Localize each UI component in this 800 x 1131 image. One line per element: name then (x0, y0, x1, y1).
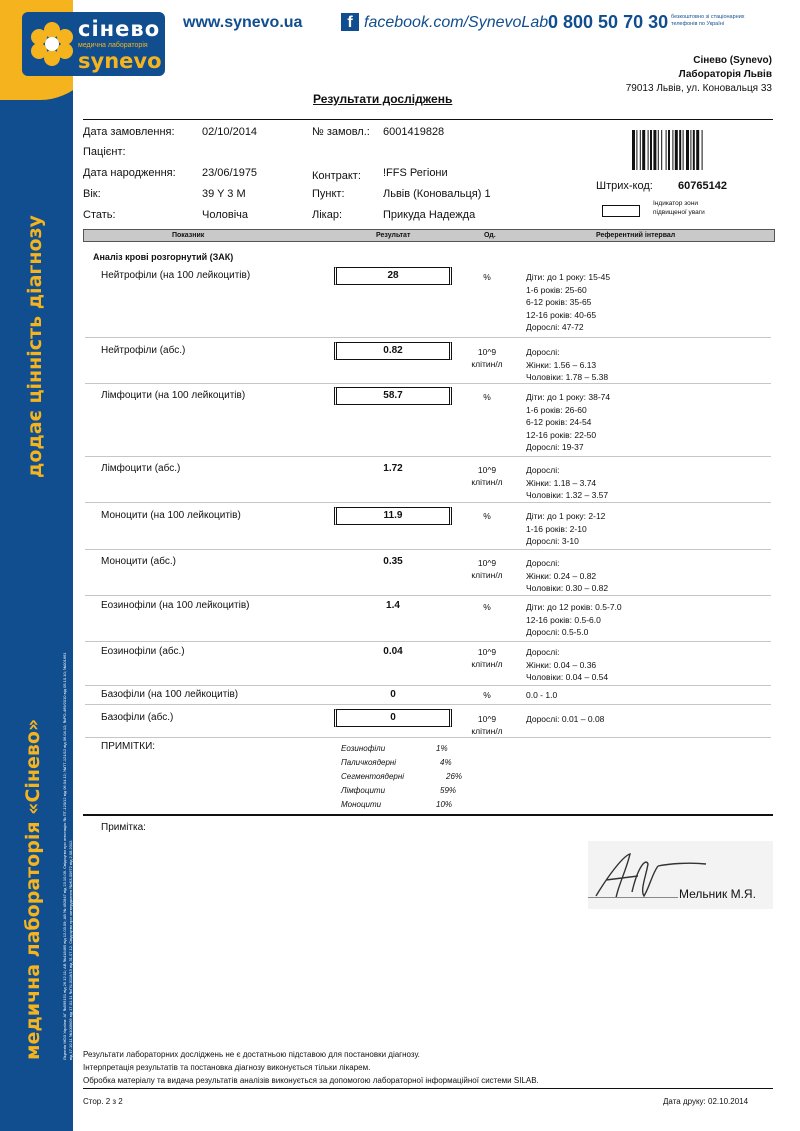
row-name: Еозинофіли (абс.) (101, 646, 185, 657)
col-result: Результат (376, 232, 411, 239)
divider (83, 119, 773, 120)
col-unit: Од. (484, 232, 496, 239)
lab-address: 79013 Львів, ул. Коновальця 33 (625, 83, 772, 94)
license-text-1: Ліцензія МОЗ України: АГ №599151 від 26.12.11; АВ №418465 від 12.03.09; АВ № 492847 від 23.10.09. Свідоцтво про атестацію № ПТ-120/12 від 06.04.12; №ПТ-121/12 від 06.04.12; №РО-469/2010 від 05.10.10; №001661 (62, 652, 67, 1060)
lab-name: Сінево (Synevo) (693, 55, 772, 66)
row-value: 11.9 (334, 507, 452, 525)
sex: Чоловіча (202, 209, 249, 221)
doctor-label: Лікар: (312, 209, 343, 221)
row-unit: 10^9 клітин/л (471, 465, 503, 487)
row-separator (85, 383, 771, 384)
order-no: 6001419828 (383, 126, 445, 138)
row-unit: 10^9 клітин/л (471, 558, 503, 580)
signature-name: Мельник М.Я. (679, 887, 756, 901)
footer-line-3: Обробка матеріалу та видача результатів аналізів виконується за допомогою лабораторної інформаційної системи SILAB. (83, 1076, 539, 1085)
row-value: 1.72 (383, 463, 403, 474)
row-reference: Дорослі: Жінки: 0.04 – 0.36 Чоловіки: 0.04 – 0.54 (526, 647, 609, 682)
indicator-box (602, 205, 640, 217)
age-label: Вік: (83, 188, 101, 200)
phone-note: безкоштовно зі стаціонарних телефонів по Україні (671, 14, 745, 27)
remark-label: Примітка: (101, 822, 146, 833)
row-name: Нейтрофіли (на 100 лейкоцитів) (101, 270, 251, 281)
order-no-label: № замовл.: (312, 126, 370, 138)
logo-latin: synevo (78, 49, 162, 73)
row-separator (85, 641, 771, 642)
row-separator (85, 704, 771, 705)
sex-label: Стать: (83, 209, 116, 221)
row-reference: Діти: до 1 року: 2-12 1-16 років: 2-10 Дорослі: 3-10 (526, 511, 606, 546)
barcode (632, 130, 759, 170)
row-name: Базофіли (на 100 лейкоцитів) (101, 689, 239, 700)
row-value: 0 (334, 709, 452, 727)
row-unit: % (483, 272, 491, 282)
row-name: Моноцити (абс.) (101, 556, 176, 567)
contract: !FFS Регіони (383, 167, 448, 179)
row-name: Еозинофіли (на 100 лейкоцитів) (101, 600, 250, 611)
indicator-label: Індикатор зони підвищеної уваги (653, 200, 705, 216)
row-unit: 10^9 клітин/л (471, 647, 503, 669)
row-unit: % (483, 392, 491, 402)
phone-number: 0 800 50 70 30 (548, 12, 669, 32)
row-separator (85, 502, 771, 503)
license-text-2: від 17.10.11 №1009/09 від 17.01.11 №ПЧ-0118/13 від 31.07.12. Свідоцтво про затвердження №ЖЗ-00672 від 2.08.2012. (68, 839, 73, 1060)
barcode-value: 60765142 (678, 180, 727, 192)
order-date-label: Дата замовлення: (83, 126, 175, 138)
row-reference: 0.0 - 1.0 (526, 690, 558, 700)
row-unit: % (483, 602, 491, 612)
sidebar-lab-name: медична лабораторія «Сінево» (22, 718, 44, 1060)
print-date: Дата друку: 02.10.2014 (663, 1097, 749, 1106)
birth-date: 23/06/1975 (202, 167, 258, 179)
row-reference: Дорослі: Жінки: 1.56 – 6.13 Чоловіки: 1.78 – 5.38 (526, 347, 609, 382)
row-reference: Діти: до 12 років: 0.5-7.0 12-16 років: 0.5-6.0 Дорослі: 0.5-5.0 (526, 602, 622, 637)
row-separator (85, 456, 771, 457)
birth-label: Дата народження: (83, 167, 176, 179)
footer-line-1: Результати лабораторних досліджень не є достатньою підставою для постановки діагнозу. (83, 1050, 420, 1059)
row-separator (85, 737, 771, 738)
contract-label: Контракт: (312, 170, 361, 182)
row-value: 0.04 (383, 646, 403, 657)
logo (22, 12, 165, 76)
row-value: 0.35 (383, 556, 403, 567)
patient-label: Пацієнт: (83, 146, 126, 158)
row-value: 28 (334, 267, 452, 285)
notes-label: ПРИМІТКИ: (101, 741, 156, 752)
facebook-link[interactable]: facebook.com/SynevoLab (364, 14, 549, 31)
logo-subtitle: медична лабораторія (78, 42, 148, 49)
website-link[interactable]: www.synevo.ua (183, 14, 303, 31)
logo-name: сiнево (78, 17, 161, 41)
row-value: 58.7 (334, 387, 452, 405)
facebook-icon: f (341, 13, 359, 31)
row-separator (85, 595, 771, 596)
row-separator (85, 685, 771, 686)
row-name: Лімфоцити (абс.) (101, 463, 181, 474)
row-reference: Діти: до 1 року: 15-45 1-6 років: 25-60 6-12 років: 35-65 12-16 років: 40-65 Дорослі: 47-72 (526, 272, 611, 332)
row-reference: Дорослі: Жінки: 1.18 – 3.74 Чоловіки: 1.32 – 3.57 (526, 465, 609, 500)
table-header (83, 229, 775, 242)
col-indicator: Показник (172, 232, 205, 239)
row-unit: 10^9 клітин/л (471, 347, 503, 369)
point-label: Пункт: (312, 188, 345, 200)
divider (83, 1088, 773, 1089)
row-name: Базофіли (абс.) (101, 712, 174, 723)
row-separator (85, 549, 771, 550)
row-separator (85, 337, 771, 338)
sidebar-slogan: додає цінність діагнозу (24, 215, 46, 478)
section-title: Аналіз крові розгорнутий (ЗАК) (93, 252, 234, 262)
sidebar-band (0, 0, 73, 1131)
row-name: Лімфоцити (на 100 лейкоцитів) (101, 390, 246, 401)
row-name: Моноцити (на 100 лейкоцитів) (101, 510, 241, 521)
row-name: Нейтрофіли (абс.) (101, 345, 186, 356)
row-unit: 10^9 клітин/л (471, 714, 503, 736)
row-value: 1.4 (386, 600, 400, 611)
row-value: 0 (390, 689, 396, 700)
divider (83, 814, 773, 816)
doctor: Прикуда Надежда (383, 209, 476, 221)
col-reference: Референтний інтервал (596, 232, 676, 239)
barcode-label: Штрих-код: (596, 180, 653, 192)
row-reference: Діти: до 1 року: 38-74 1-6 років: 26-60 6-12 років: 24-54 12-16 років: 22-50 Дорослі: 19-37 (526, 392, 611, 452)
age: 39 Y 3 M (202, 188, 246, 200)
order-date: 02/10/2014 (202, 126, 258, 138)
row-reference: Дорослі: Жінки: 0.24 – 0.82 Чоловіки: 0.30 – 0.82 (526, 558, 609, 593)
row-reference: Дорослі: 0.01 – 0.08 (526, 714, 605, 724)
row-unit: % (483, 690, 491, 700)
logo-flower-icon (28, 20, 76, 68)
page-title: Результати досліджень (313, 92, 453, 106)
lab-branch: Лабораторія Львів (678, 69, 772, 80)
row-unit: % (483, 511, 491, 521)
page-number: Стор. 2 з 2 (83, 1097, 123, 1106)
point: Львів (Коновальця) 1 (383, 188, 491, 200)
footer-line-2: Інтерпретація результатів та постановка діагнозу виконується тільки лікарем. (83, 1063, 371, 1072)
row-value: 0.82 (334, 342, 452, 360)
